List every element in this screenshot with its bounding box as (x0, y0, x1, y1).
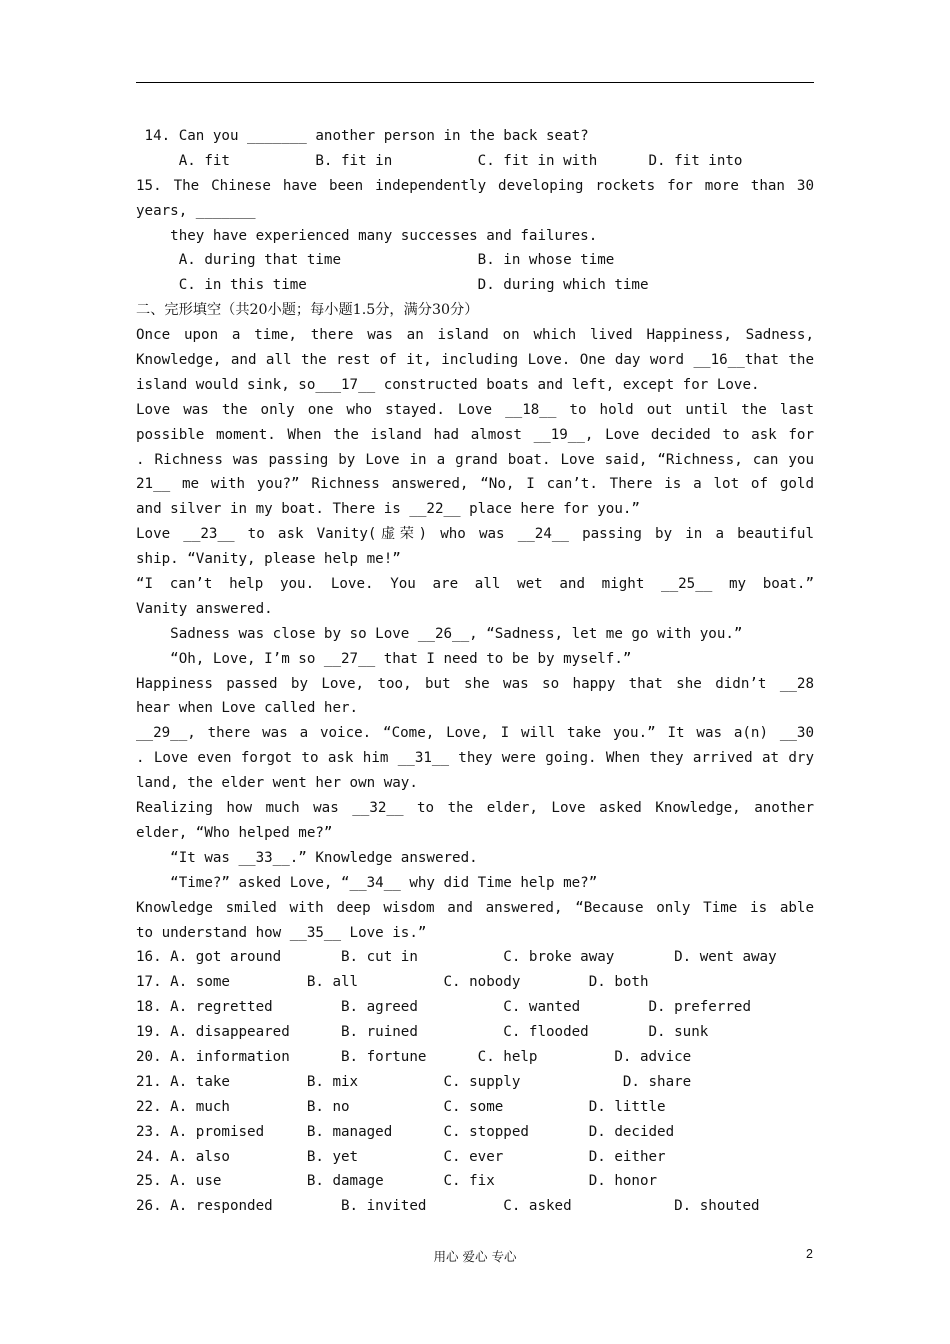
text-line: 15. The Chinese have been independently developing rockets for more than 30 (136, 177, 814, 194)
text-line: 19. A. disappeared B. ruined C. flooded D. sunk (136, 1024, 709, 1041)
section-heading: 二、完形填空（共20小题；每小题1.5分，满分30分） (136, 302, 479, 319)
text-line: __29__, there was a voice. “Come, Love, I will take you.” It was a(n) __30 (136, 725, 814, 742)
text-line: 16. A. got around B. cut in C. broke away D. went away (136, 949, 777, 966)
text-line: island would sink, so___17__ constructed boats and left, except for Love. (136, 376, 760, 393)
text-line: hear when Love called her. (136, 700, 359, 717)
text-line: Knowledge, and all the rest of it, including Love. One day word __16__that the (136, 352, 814, 369)
text-line: 24. A. also B. yet C. ever D. either (136, 1148, 666, 1165)
text-line: 14. Can you _______ another person in the back seat? (136, 128, 589, 144)
text-line: Once upon a time, there was an island on which lived Happiness, Sadness, (136, 327, 814, 344)
text-line: . Love even forgot to ask him __31__ they were going. When they arrived at dry (136, 750, 814, 767)
text-line: ship. “Vanity, please help me!” (136, 551, 401, 568)
page-number: 2 (806, 1247, 813, 1261)
page-footer: 用心 爱心 专心 (433, 1249, 517, 1264)
text-line: 26. A. responded B. invited C. asked D. shouted (136, 1198, 760, 1215)
text-line: A. fit B. fit in C. fit in with D. fit into (136, 152, 743, 169)
text-line: “Time?” asked Love, “__34__ why did Time help me?” (136, 874, 598, 891)
text-line: Sadness was close by so Love __26__, “Sadness, let me go with you.” (136, 625, 743, 642)
text-line: “It was __33__.” Knowledge answered. (136, 849, 478, 866)
text-line: 22. A. much B. no C. some D. little (136, 1098, 666, 1115)
text-line: 21. A. take B. mix C. supply D. share (136, 1073, 692, 1090)
text-line: years, _______ (136, 202, 256, 219)
text-line: A. during that time B. in whose time (136, 252, 615, 269)
text-line: elder, “Who helped me?” (136, 824, 333, 841)
text-line: land, the elder went her own way. (136, 775, 418, 792)
text-line: . Richness was passing by Love in a grand boat. Love said, “Richness, can you (136, 451, 814, 468)
text-line: 21__ me with you?” Richness answered, “No, I can’t. There is a lot of gold (136, 476, 814, 493)
text-line: Realizing how much was __32__ to the elder, Love asked Knowledge, another (136, 800, 814, 817)
text-line: Love was the only one who stayed. Love __18__ to hold out until the last (136, 401, 814, 418)
text-line: C. in this time D. during which time (136, 277, 649, 294)
text-line: 20. A. information B. fortune C. help D. advice (136, 1048, 692, 1065)
text-line: possible moment. When the island had almost __19__, Love decided to ask for (136, 426, 814, 443)
text-line: to understand how __35__ Love is.” (136, 924, 427, 941)
text-line: Happiness passed by Love, too, but she was so happy that she didn’t __28 (136, 675, 814, 692)
text-line: 25. A. use B. damage C. fix D. honor (136, 1173, 658, 1190)
header-rule (136, 82, 814, 83)
text-line: Vanity answered. (136, 600, 273, 617)
text-line: they have experienced many successes and failures. (136, 227, 598, 244)
text-line: 17. A. some B. all C. nobody D. both (136, 974, 649, 991)
text-line: and silver in my boat. There is __22__ place here for you.” (136, 501, 640, 518)
text-line: “I can’t help you. Love. You are all wet and might __25__ my boat.” (136, 576, 814, 593)
text-line: 23. A. promised B. managed C. stopped D. decided (136, 1123, 675, 1140)
text-line: 18. A. regretted B. agreed C. wanted D. preferred (136, 999, 751, 1016)
text-line: “Oh, Love, I’m so __27__ that I need to be by myself.” (136, 650, 632, 667)
document-body (136, 124, 814, 1219)
text-line: Knowledge smiled with deep wisdom and answered, “Because only Time is able (136, 899, 814, 916)
text-line: Love __23__ to ask Vanity(虚荣) who was __24__ passing by in a beautiful (136, 526, 814, 543)
